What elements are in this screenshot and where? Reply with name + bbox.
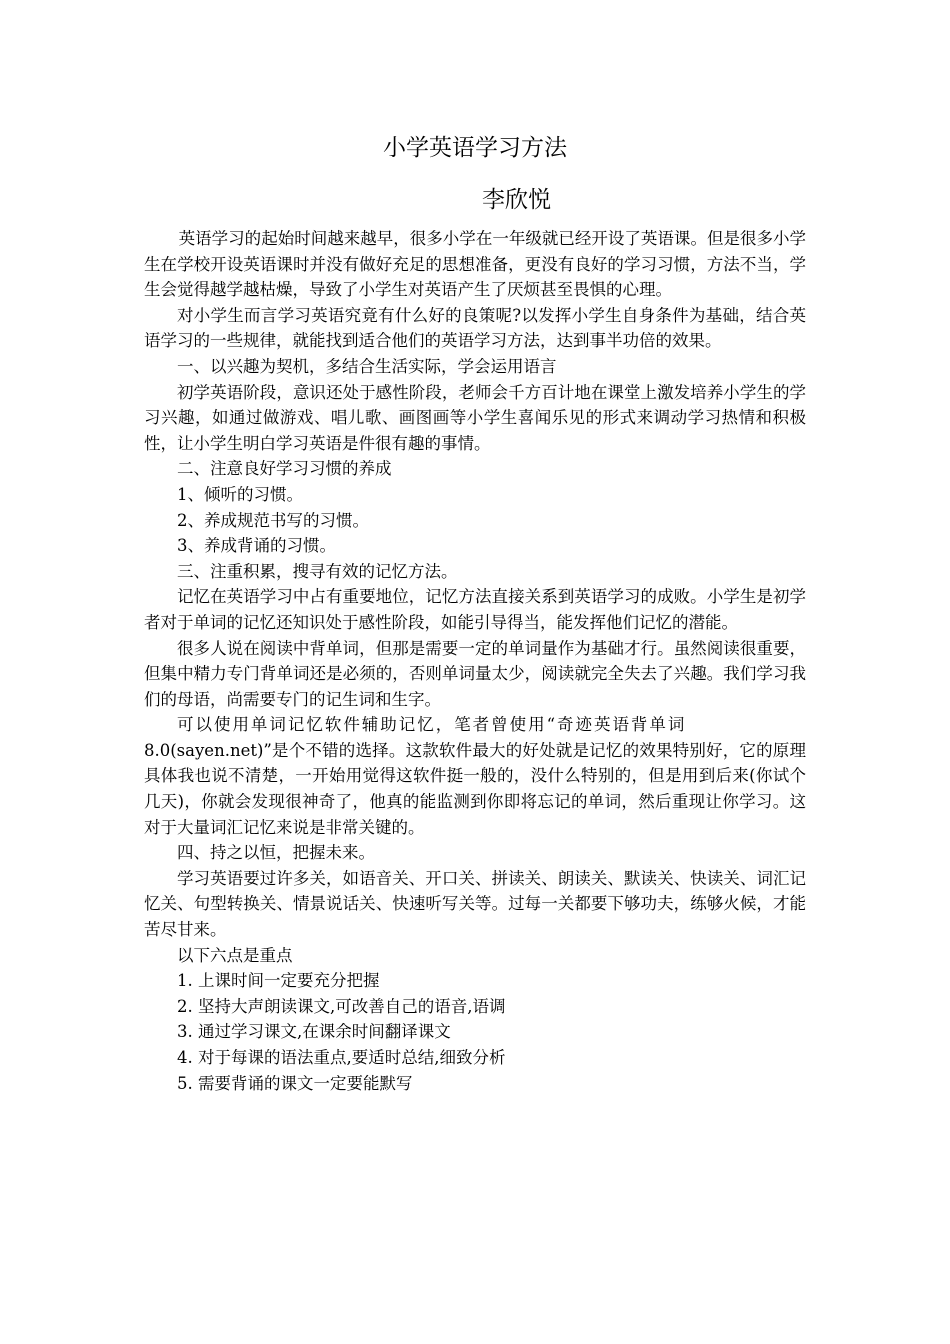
key-point-item: 4. 对于每课的语法重点,要适时总结,细致分析 [177, 1048, 506, 1067]
document-author: 李欣悦 [482, 187, 551, 213]
paragraph-interest: 初学英语阶段，意识还处于感性阶段，老师会千方百计地在课堂上激发培养小学生的学习兴趣，如通过做游戏、唱儿歌、画图画等小学生喜闻乐见的形式来调动学习热情和积极性，让小学生明白学习英语是件很有趣的事情。 [144, 382, 806, 453]
document-body [144, 226, 806, 1096]
document-title: 小学英语学习方法 [383, 135, 567, 161]
habit-item-1: 1、倾听的习惯。 [177, 484, 303, 504]
habit-item-3: 3、养成背诵的习惯。 [177, 536, 336, 556]
paragraph-question: 对小学生而言学习英语究竟有什么好的良策呢?以发挥小学生自身条件为基础，结合英语学习的一些规律，就能找到适合他们的英语学习方法，达到事半功倍的效果。 [144, 305, 806, 351]
section-heading-1: 一、以兴趣为契机，多结合生活实际，学会运用语言 [177, 356, 557, 376]
key-point-item: 1. 上课时间一定要充分把握 [177, 971, 380, 991]
key-points-intro: 以下六点是重点 [177, 945, 293, 965]
section-heading-3: 三、注重积累，搜寻有效的记忆方法。 [177, 561, 458, 581]
section-heading-4: 四、持之以恒，把握未来。 [177, 843, 375, 863]
paragraph-perseverance: 学习英语要过许多关，如语音关、开口关、拼读关、朗读关、默读关、快读关、词汇记忆关、句型转换关、情景说话关、快速听写关等。过每一关都要下够功夫，练够火候，才能苦尽甘来。 [144, 868, 806, 940]
key-points-list [144, 968, 806, 1096]
key-point-item: 3. 通过学习课文,在课余时间翻译课文 [177, 1022, 451, 1042]
paragraph-software-lead: 可以使用单词记忆软件辅助记忆，笔者曾使用“奇迹英语背单词 [177, 715, 687, 735]
paragraph-software: 8.0(sayen.net)”是个不错的选择。这款软件最大的好处就是记忆的效果特别好，它的原理具体我也说不清楚，一开始用觉得这软件挺一般的，没什么特别的，但是用到后来(你试个几天)，你就会发现很神奇了，他真的能监测到你即将忘记的单词，然后重现让你学习。这对于大量词汇记忆来说是非常关键的。 [144, 740, 806, 837]
section-heading-2: 二、注意良好学习习惯的养成 [177, 459, 392, 479]
paragraph-reading: 很多人说在阅读中背单词，但那是需要一定的单词量作为基础才行。虽然阅读很重要，但集中精力专门背单词还是必须的，否则单词量太少，阅读就完全失去了兴趣。我们学习我们的母语，尚需要专门的记生词和生字。 [144, 638, 806, 709]
paragraph-memory: 记忆在英语学习中占有重要地位，记忆方法直接关系到英语学习的成败。小学生是初学者对于单词的记忆还知识处于感性阶段，如能引导得当，能发挥他们记忆的潜能。 [144, 587, 806, 632]
key-point-item: 2. 坚持大声朗读课文,可改善自己的语音,语调 [177, 996, 506, 1016]
key-point-item: 5. 需要背诵的课文一定要能默写 [177, 1073, 413, 1093]
document-page [144, 128, 806, 1096]
habit-item-2: 2、养成规范书写的习惯。 [177, 510, 369, 530]
paragraph-intro: 英语学习的起始时间越来越早，很多小学在一年级就已经开设了英语课。但是很多小学生在学校开设英语课时并没有做好充足的思想准备，更没有良好的学习习惯，方法不当，学生会觉得越学越枯燥，导致了小学生对英语产生了厌烦甚至畏惧的心理。 [144, 229, 806, 300]
